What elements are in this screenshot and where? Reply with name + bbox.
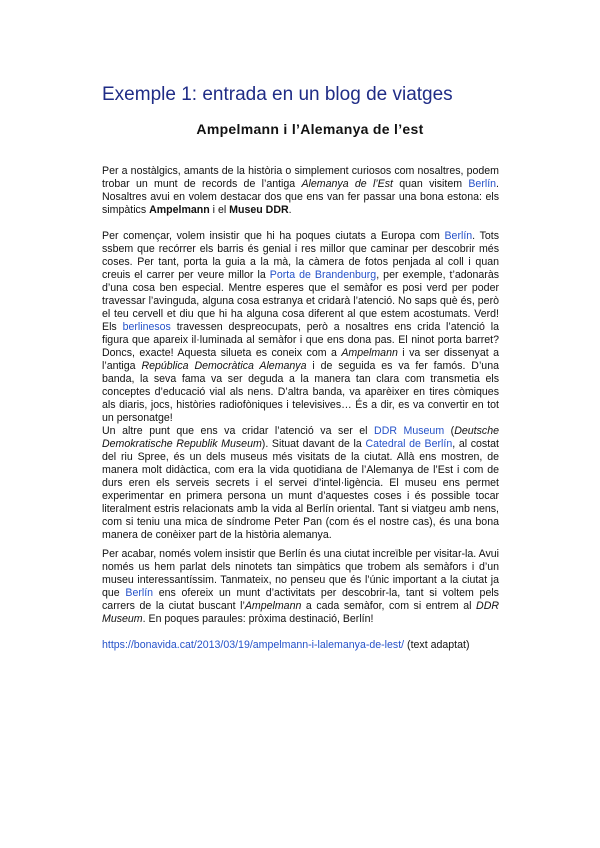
text-span: , per exemple, t’adonaràs d’una cosa ben especial. Mentre esperes que el semàfor es posi verd per poder travessar l’avinguda, alguna cosa estranya et cridarà l’atenció. No saps què és, però el teu cervell et diu que hi ha alguna cosa diferent al que estem acostumats. Verd! Els [102, 269, 500, 333]
paragraph-museum [102, 425, 499, 542]
link-porta-brandenburg[interactable]: Porta de Brandenburg [269, 269, 377, 281]
link-catedral-berlin[interactable]: Catedral de Berlín [365, 438, 453, 450]
link-berlin[interactable]: Berlín [125, 587, 154, 599]
text-span: i el [209, 204, 230, 216]
italic-term: Deutsche Demokratische Republik Museum [102, 425, 499, 450]
article-title: Ampelmann i l’Alemanya de l’est [196, 121, 424, 137]
link-berlin[interactable]: Berlín [468, 178, 497, 190]
text-span: Per acabar, només volem insistir que Berlín és una ciutat increïble per visitar-la. Avui només us hem parlat dels ninotets tan simpàtics que trobem als semàfors i d’un museu interessantíssim. Tanmateix, no penseu que és l’únic important a la ciutat ja que [102, 548, 499, 599]
text-span: ). Situat davant de la [261, 438, 366, 450]
text-span: , al costat del riu Spree, és un dels museus més visitats de la ciutat. Allà ens mostren, de manera molt didàctica, com era la vida quotidiana de l’Alemanya de l’Est i com de durs eren els serveis secrets i el servei d’intel·ligència. El museu ens permet experimentar en primera persona un munt d’aquestes coses i és possible tocar literalment estris relacionats amb la vida al Berlín oriental. Tant si viatgeu amb nens, com si teniu una mica de síndrome Peter Pan (com és el nostre cas), és una bona manera de conèixer part de la història alemanya. [102, 438, 499, 541]
text-span: i va ser dissenyat a l’antiga [102, 347, 499, 372]
text-span: Un altre punt que ens va cridar l’atenció va ser el [102, 425, 375, 437]
link-ddr-museum[interactable]: DDR Museum [374, 425, 445, 437]
text-span: a cada semàfor, com si entrem al [301, 600, 477, 612]
text-span: travessen despreocupats, però a nosaltres ens crida l’atenció la figura que apareix il·luminada al semàfor i que ens dona pas. El ninot porta barret? Doncs, exacte! Aquesta silueta es coneix com a [102, 321, 499, 359]
text-span: . Nosaltres avui en volem destacar dos que ens van fer passar una bona estona: els simpàtics [102, 178, 499, 216]
text-span: Per a nostàlgics, amants de la història o simplement curiosos com nosaltres, podem trobar un munt de records de l’antiga [102, 165, 499, 190]
link-berlin[interactable]: Berlín [444, 230, 473, 242]
italic-term: Ampelmann [244, 600, 302, 612]
link-berlinesos[interactable]: berlinesos [122, 321, 171, 333]
text-span: ( [444, 425, 455, 437]
source-link[interactable]: https://bonavida.cat/2013/03/19/ampelmann-i-lalemanya-de-lest/ [102, 639, 405, 651]
source-citation [102, 639, 469, 652]
paragraph-intro [102, 165, 499, 217]
italic-term: DDR Museum [102, 600, 499, 625]
text-span: Per començar, volem insistir que hi ha poques ciutats a Europa com [102, 230, 445, 242]
bold-term: Museu DDR [229, 204, 289, 216]
bold-term: Ampelmann [149, 204, 210, 216]
paragraph-ampelmann [102, 230, 499, 425]
source-note: (text adaptat) [404, 639, 470, 651]
italic-term: República Democràtica Alemanya [141, 360, 307, 372]
text-span: ens ofereix un munt d’activitats per descobrir-la, tant si voltem pels carrers de la ciutat buscant l’ [102, 587, 499, 612]
text-span: i de seguida es va fer famós. D’una banda, la seva fama va ser deguda a la manera tan clara com transmetia els conceptes d’educació vial als nens. D’altra banda, va aparèixer en tires còmiques als diaris, jocs, històries radiofòniques i televisives… És a dir, es va convertir en tot un personatge! [102, 360, 499, 424]
italic-term: Alemanya de l’Est [301, 178, 393, 190]
text-span: quan visitem [392, 178, 469, 190]
italic-term: Ampelmann [341, 347, 398, 359]
page-title: Exemple 1: entrada en un blog de viatges [102, 84, 453, 105]
text-span: . En poques paraules: pròxima destinació, Berlín! [142, 613, 374, 625]
paragraph-conclusion [102, 548, 499, 626]
text-span: . Tots ssbem que recórrer els barris és genial i res millor que caminar per descobrir més coses. Per tant, porta la guia a la mà, la càmera de fotos penjada al coll i quan creuis el carrer per veure millor la [102, 230, 499, 281]
text-span: . [288, 204, 292, 216]
